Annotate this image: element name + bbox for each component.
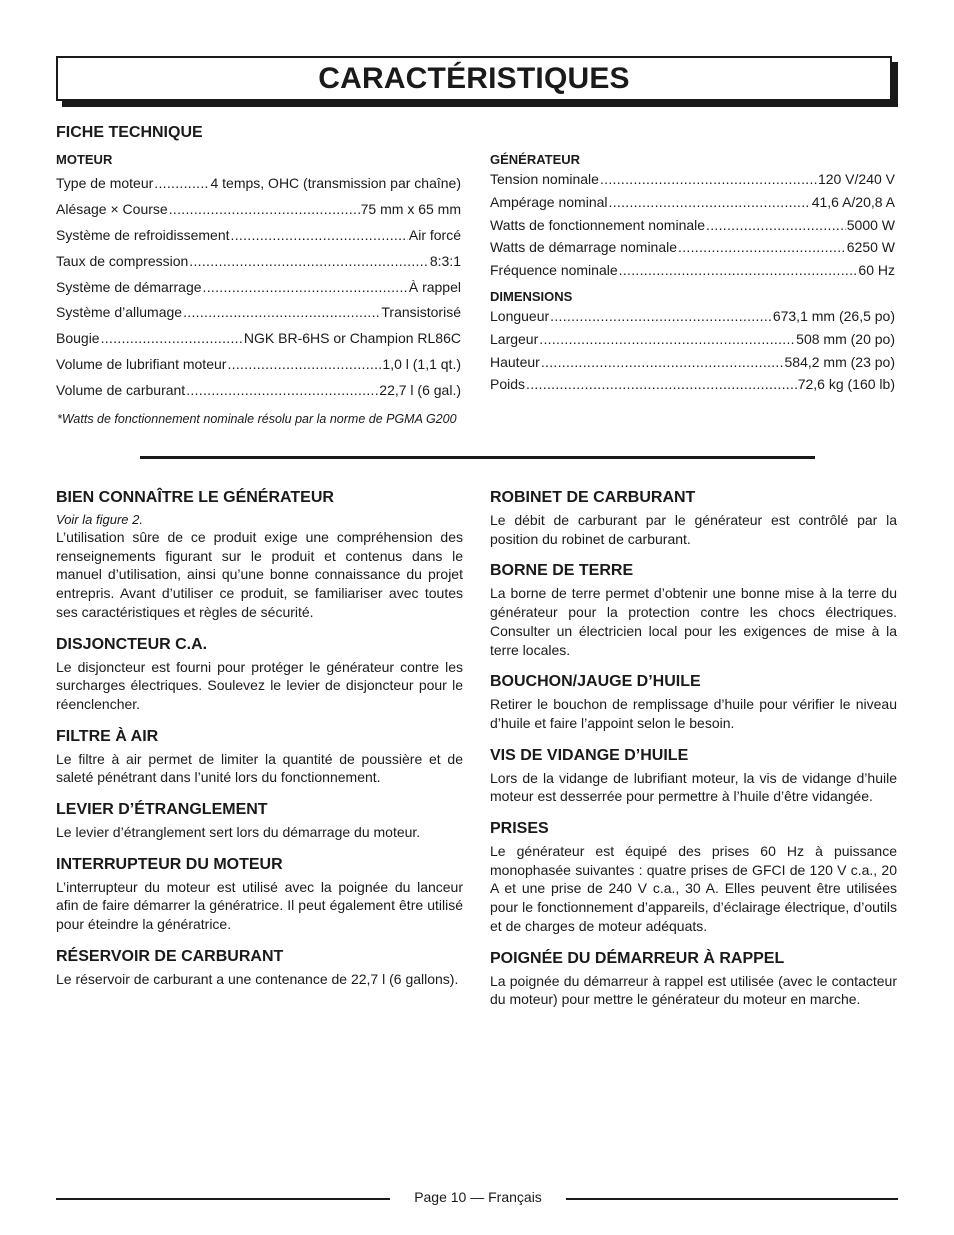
spec-label: Longueur [490, 307, 550, 324]
spec-row [490, 239, 895, 262]
section-text: L’interrupteur du moteur est utilisé avec la poignée du lanceur afin de faire démarrer la génératrice. Il peut également être utilisé pour éteindre la génératrice. [56, 878, 463, 933]
spec-value: 60 Hz [858, 262, 895, 279]
spec-label: Watts de démarrage nominale [490, 239, 678, 256]
spec-label: Poids [490, 376, 526, 393]
spec-footnote: *Watts de fonctionnement nominale résolu par la norme de PGMA G200 [57, 412, 457, 426]
feature-section [56, 800, 463, 842]
dot-leader [154, 175, 209, 191]
spec-row [490, 354, 895, 377]
spec-row [490, 376, 895, 399]
section-text: Le générateur est équipé des prises 60 Hz à puissance monophasée suivantes : quatre prises de GFCI de 120 V c.a., 20 A et une prise de 240 V c.a., 30 A. Elles peuvent être utilisées pour le fonctionnement d’appareils, d’éclairage électrique, d’outils et de charges de moteur adéquats. [490, 843, 897, 934]
moteur-heading: MOTEUR [56, 152, 113, 167]
section-text: Lors de la vidange de lubrifiant moteur, la vis de vidange d’huile moteur est desserrée pour permettre à l’huile d’être vidangée. [490, 769, 897, 805]
section-heading: POIGNÉE DU DÉMARREUR À RAPPEL [490, 949, 785, 967]
section-text: Le disjoncteur est fourni pour protéger le générateur contre les surcharges électriques. Soulevez le levier de disjoncteur pour le réenclencher. [56, 658, 463, 712]
footer-rule-left [56, 1198, 390, 1200]
spec-value: NGK BR-6HS or Champion RL86C [243, 330, 461, 347]
spec-value: 75 mm x 65 mm [360, 200, 461, 217]
spec-row [56, 330, 461, 356]
spec-value: 6250 W [846, 239, 895, 256]
section-text: L’utilisation sûre de ce produit exige une compréhension des renseignements figurant sur le produit et contenus dans le manuel d’utilisation, ainsi qu’une bonne connaissance du projet entrepris. Avant d’utiliser ce produit, se familiariser avec toutes ses caractéristiques et règles de sécurité. [56, 529, 463, 620]
spec-label: Alésage × Course [56, 200, 168, 217]
right-column [490, 488, 897, 1022]
dot-leader [203, 279, 408, 295]
section-divider [140, 456, 815, 459]
spec-row [490, 262, 895, 285]
spec-value: 673,1 mm (26,5 po) [772, 307, 895, 324]
section-heading: PRISES [490, 820, 549, 838]
spec-row [56, 253, 461, 279]
section-heading: BORNE DE TERRE [490, 562, 634, 580]
spec-value: 72,6 kg (160 lb) [797, 376, 895, 393]
dot-leader [189, 253, 429, 269]
section-heading: BOUCHON/JAUGE D’HUILE [490, 673, 701, 691]
feature-section [56, 727, 463, 787]
moteur-specs [56, 152, 461, 408]
feature-section [490, 672, 897, 732]
spec-label: Type de moteur [56, 175, 154, 191]
spec-label: Watts de fonctionnement nominale [490, 216, 706, 233]
spec-value: 508 mm (20 po) [796, 330, 895, 347]
dot-leader [678, 239, 846, 255]
spec-label: Bougie [56, 330, 100, 347]
feature-section [490, 561, 897, 659]
spec-value: Air forcé [408, 226, 461, 243]
spec-row [490, 331, 895, 354]
dot-leader [526, 376, 797, 392]
feature-section [56, 488, 463, 622]
spec-label: Fréquence nominale [490, 262, 618, 279]
spec-value: 1,0 l (1,1 qt.) [382, 356, 461, 373]
page-title: CARACTÉRISTIQUES [318, 61, 630, 95]
spec-label: Largeur [490, 330, 539, 347]
generateur-heading: GÉNÉRATEUR [490, 152, 581, 167]
dot-leader [706, 217, 846, 233]
spec-row [490, 217, 895, 240]
dot-leader [619, 262, 858, 278]
spec-value: 41,6 A/20,8 A [811, 193, 895, 210]
section-text: Retirer le bouchon de remplissage d’huile pour vérifier le niveau d’huile et faire l’appoint selon le besoin. [490, 696, 897, 731]
spec-row [56, 304, 461, 330]
section-text: La poignée du démarreur à rappel est utilisée (avec le contacteur du moteur) pour mettre le générateur du moteur en marche. [490, 972, 897, 1008]
section-text: Le débit de carburant par le générateur est contrôlé par la position du robinet de carburant. [490, 512, 897, 547]
spec-row [56, 356, 461, 382]
dot-leader [550, 308, 772, 324]
spec-row [490, 171, 895, 194]
dot-leader [539, 331, 795, 347]
spec-label: Tension nominale [490, 171, 599, 187]
feature-section [490, 746, 897, 806]
spec-value: Transistorisé [381, 304, 461, 321]
spec-row [56, 382, 461, 408]
feature-section [56, 855, 463, 934]
dot-leader [609, 194, 811, 210]
spec-label: Système de démarrage [56, 278, 202, 295]
spec-value: 584,2 mm (23 po) [784, 353, 895, 370]
dot-leader [183, 304, 380, 320]
footer-rule-right [566, 1198, 898, 1200]
spec-label: Système de refroidissement [56, 226, 230, 243]
section-heading: ROBINET DE CARBURANT [490, 489, 696, 506]
spec-value: 4 temps, OHC (transmission par chaîne) [210, 175, 461, 191]
spec-value: 120 V/240 V [817, 171, 895, 187]
spec-row [56, 279, 461, 305]
feature-section [56, 635, 463, 714]
section-subtitle: Voir la figure 2. [56, 512, 143, 527]
section-text: Le levier d’étranglement sert lors du démarrage du moteur. [56, 824, 421, 841]
fiche-technique-heading: FICHE TECHNIQUE [56, 124, 203, 141]
spec-label: Ampérage nominal [490, 193, 608, 210]
section-heading: INTERRUPTEUR DU MOTEUR [56, 855, 283, 873]
section-text: Le filtre à air permet de limiter la quantité de poussière et de saleté pénétrant dans l’unité lors du fonctionnement. [56, 750, 463, 786]
dot-leader [186, 382, 378, 398]
spec-label: Taux de compression [56, 252, 189, 269]
section-text: La borne de terre permet d’obtenir une bonne mise à la terre du générateur pour la protection contre les chocs électriques. Consulter un électricien local pour les exigences de mise à la terre locales. [490, 585, 897, 658]
spec-row [56, 175, 461, 201]
feature-section [56, 947, 463, 989]
spec-row [490, 194, 895, 217]
spec-label: Hauteur [490, 353, 540, 370]
generateur-specs [490, 152, 895, 399]
section-heading: BIEN CONNAÎTRE LE GÉNÉRATEUR [56, 489, 334, 506]
section-heading: DISJONCTEUR C.A. [56, 635, 208, 653]
section-heading: VIS DE VIDANGE D’HUILE [490, 746, 689, 764]
dimensions-heading: DIMENSIONS [490, 288, 573, 304]
spec-value: 8:3:1 [429, 252, 461, 269]
spec-label: Volume de lubrifiant moteur [56, 356, 227, 373]
dot-leader [101, 330, 243, 346]
page-footer: Page 10 — Français [414, 1189, 542, 1205]
section-heading: RÉSERVOIR DE CARBURANT [56, 947, 284, 965]
dot-leader [231, 227, 408, 243]
section-heading: FILTRE À AIR [56, 727, 159, 745]
feature-section [490, 488, 897, 548]
spec-value: À rappel [408, 278, 461, 295]
spec-row [56, 201, 461, 227]
title-box [56, 56, 892, 101]
spec-label: Volume de carburant [56, 382, 186, 399]
spec-value: 5000 W [846, 216, 895, 233]
feature-section [490, 819, 897, 936]
dot-leader [227, 356, 381, 372]
feature-section [490, 949, 897, 1009]
spec-label: Système d’allumage [56, 304, 183, 321]
spec-row [490, 308, 895, 331]
left-column [56, 488, 463, 1002]
spec-value: 22,7 l (6 gal.) [379, 382, 461, 399]
section-heading: LEVIER D’ÉTRANGLEMENT [56, 801, 268, 819]
dot-leader [541, 354, 784, 370]
section-text: Le réservoir de carburant a une contenance de 22,7 l (6 gallons). [56, 970, 459, 987]
spec-row [56, 227, 461, 253]
dot-leader [600, 171, 817, 187]
dot-leader [169, 201, 360, 217]
